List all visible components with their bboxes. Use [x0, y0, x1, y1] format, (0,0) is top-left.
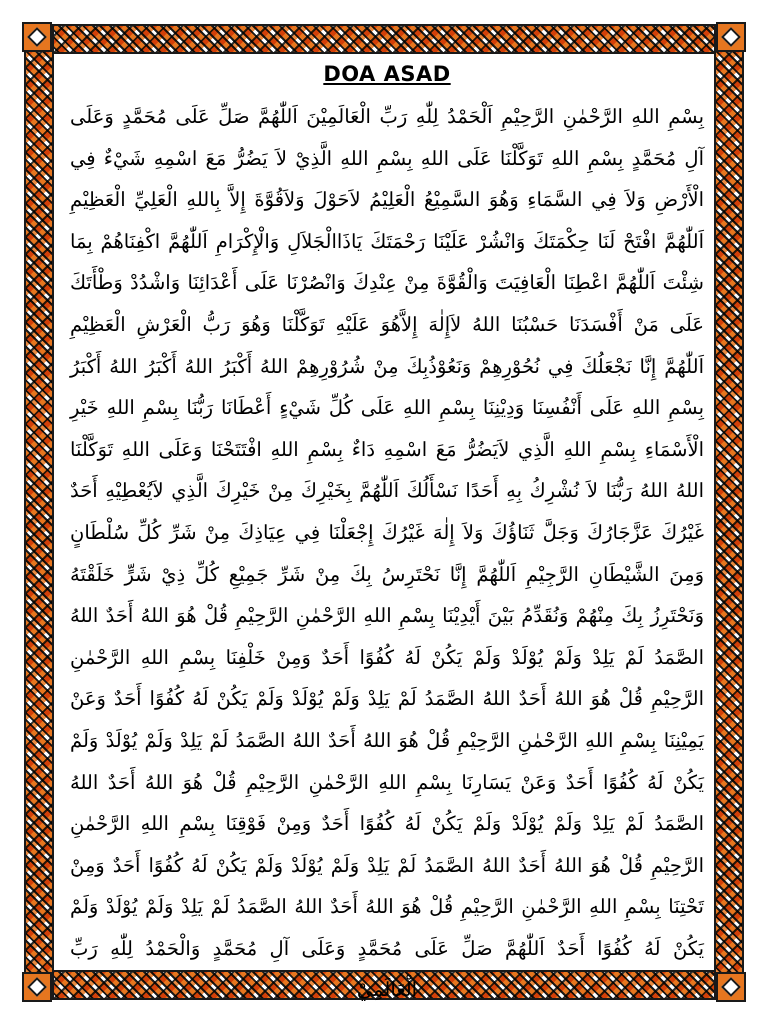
decorative-border-right — [714, 24, 744, 1000]
border-corner-ornament — [22, 22, 52, 52]
border-corner-ornament — [716, 972, 746, 1002]
document-content — [70, 62, 704, 1002]
border-corner-ornament — [716, 22, 746, 52]
decorative-border-top — [26, 24, 742, 54]
decorative-border-left — [24, 24, 54, 1000]
border-corner-ornament — [22, 972, 52, 1002]
prayer-text: بِسْمِ اللهِ الرَّحْمٰنِ الرَّحِيْمِ اَلْحَمْدُ لِلّٰهِ رَبِّ الْعَالَمِيْنَ اَللّٰهُمَّ صَلِّ عَلَى مُحَمَّدٍ وَعَلَى آلِ مُحَمَّدٍ بِسْمِ اللهِ تَوَكَّلْنَا عَلَى اللهِ بِسْمِ اللهِ الَّذِيْ لاَ يَضُرُّ مَعَ اسْمِهِ شَيْءٌ فِي الْأَرْضِ وَلاَ فِي السَّمَاءِ وَهُوَ السَّمِيْعُ الْعَلِيْمُ لاَحَوْلَ وَلاَقُوَّةَ إِلاَّ بِاللهِ الْعَلِيِّ الْعَظِيْمِ اَللّٰهُمَّ افْتَحْ لَنَا حِكْمَتَكَ وَانْشُرْ عَلَيْنَا رَحْمَتَكَ يَاذَاالْجَلاَلِ وَالْإِكْرَامِ اَللّٰهُمَّ اكْفِنَاهُمْ بِمَا شِئْتَ اَللّٰهُمَّ اعْطِنَا الْعَافِيَتَ وَالْقُوَّةَ مِنْ عِنْدِكَ وَانْصُرْنَا عَلَى أَعْدَائِنَا وَاشْدُدْ وَطْأَتَكَ عَلَى مَنْ أَفْسَدَنَا حَسْبُنَا اللهُ لاَإِلٰهَ إِلاَّهُوَ عَلَيْهِ تَوَكَّلْنَا وَهُوَ رَبُّ الْعَرْشِ الْعَظِيْمِ اَللّٰهُمَّ إِنَّا نَجْعَلُكَ فِي نُحُوْرِهِمْ وَنَعُوْذُبِكَ مِنْ شُرُوْرِهِمْ اللهُ أَكْبَرُ اللهُ أَكْبَرُ اللهُ أَكْبَرُ بِسْمِ اللهِ عَلَى أَنْفُسِنَا وَدِيْنِنَا بِسْمِ اللهِ عَلَى كُلِّ شَيْءٍ أَعْطَانَا رَبُّنَا بِسْمِ اللهِ خَيْرِ الْأَسْمَاءِ بِسْمِ اللهِ الَّذِي لاَيَضُرُّ مَعَ اسْمِهِ دَاءٌ بِسْمِ اللهِ افْتَتَحْنَا وَعَلَى اللهِ تَوَكَّلْنَا اللهُ اللهُ رَبُّنَا لاَ نُشْرِكُ بِهِ أَحَدًا نَسْأَلُكَ اَللّٰهُمَّ بِخَيْرِكَ مِنْ خَيْرِكَ الَّذِي لاَيُعْطِيْهِ أَحَدٌ غَيْرُكَ عَزَّجَارُكَ وَجَلَّ ثَنَاؤُكَ وَلاَ إِلٰهَ غَيْرُكَ إِجْعَلْنَا فِي عِيَاذِكَ مِنْ شَرِّ كُلِّ سُلْطَانٍ وَمِنَ الشَّيْطَانِ الرَّجِيْمِ اَللّٰهُمَّ إِنَّا نَحْتَرِسُ بِكَ مِنْ شَرِّ جَمِيْعِ كُلِّ ذِيْ شَرٍّ خَلَقْتَهُ وَنَحْتَرِزُ بِكَ مِنْهُمْ وَنُقَدِّمُ بَيْنَ أَيْدِيْنَا بِسْمِ اللهِ الرَّحْمٰنِ الرَّحِيْمِ قُلْ هُوَ اللهُ أَحَدٌ اللهُ الصَّمَدُ لَمْ يَلِدْ وَلَمْ يُوْلَدْ وَلَمْ يَكُنْ لَهُ كُفُوًا أَحَدٌ وَمِنْ خَلْفِنَا بِسْمِ اللهِ الرَّحْمٰنِ الرَّحِيْمِ قُلْ هُوَ اللهُ أَحَدٌ اللهُ الصَّمَدُ لَمْ يَلِدْ وَلَمْ يُوْلَدْ وَلَمْ يَكُنْ لَهُ كُفُوًا أَحَدٌ وَعَنْ يَمِيْنِنَا بِسْمِ اللهِ الرَّحْمٰنِ الرَّحِيْمِ قُلْ هُوَ اللهُ أَحَدٌ اللهُ الصَّمَدُ لَمْ يَلِدْ وَلَمْ يُوْلَدْ وَلَمْ يَكُنْ لَهُ كُفُوًا أَحَدٌ وَعَنْ يَسَارِنَا بِسْمِ اللهِ الرَّحْمٰنِ الرَّحِيْمِ قُلْ هُوَ اللهُ أَحَدٌ اللهُ الصَّمَدُ لَمْ يَلِدْ وَلَمْ يُوْلَدْ وَلَمْ يَكُنْ لَهُ كُفُوًا أَحَدٌ وَمِنْ فَوْقِنَا بِسْمِ اللهِ الرَّحْمٰنِ الرَّحِيْمِ قُلْ هُوَ اللهُ أَحَدٌ اللهُ الصَّمَدُ لَمْ يَلِدْ وَلَمْ يُوْلَدْ وَلَمْ يَكُنْ لَهُ كُفُوًا أَحَدٌ وَمِنْ تَحْتِنَا بِسْمِ اللهِ الرَّحْمٰنِ الرَّحِيْمِ قُلْ هُوَ اللهُ أَحَدٌ اللهُ الصَّمَدُ لَمْ يَلِدْ وَلَمْ يُوْلَدْ وَلَمْ يَكُنْ لَهُ كُفُوًا أَحَدٌ اَللّٰهُمَّ صَلِّ عَلَى مُحَمَّدٍ وَعَلَى آلِ مُحَمَّدٍ وَالْحَمْدُ لِلّٰهِ رَبِّ الْعَالَمِيْ — [70, 105, 704, 1002]
page-title: DOA ASAD — [323, 62, 451, 86]
